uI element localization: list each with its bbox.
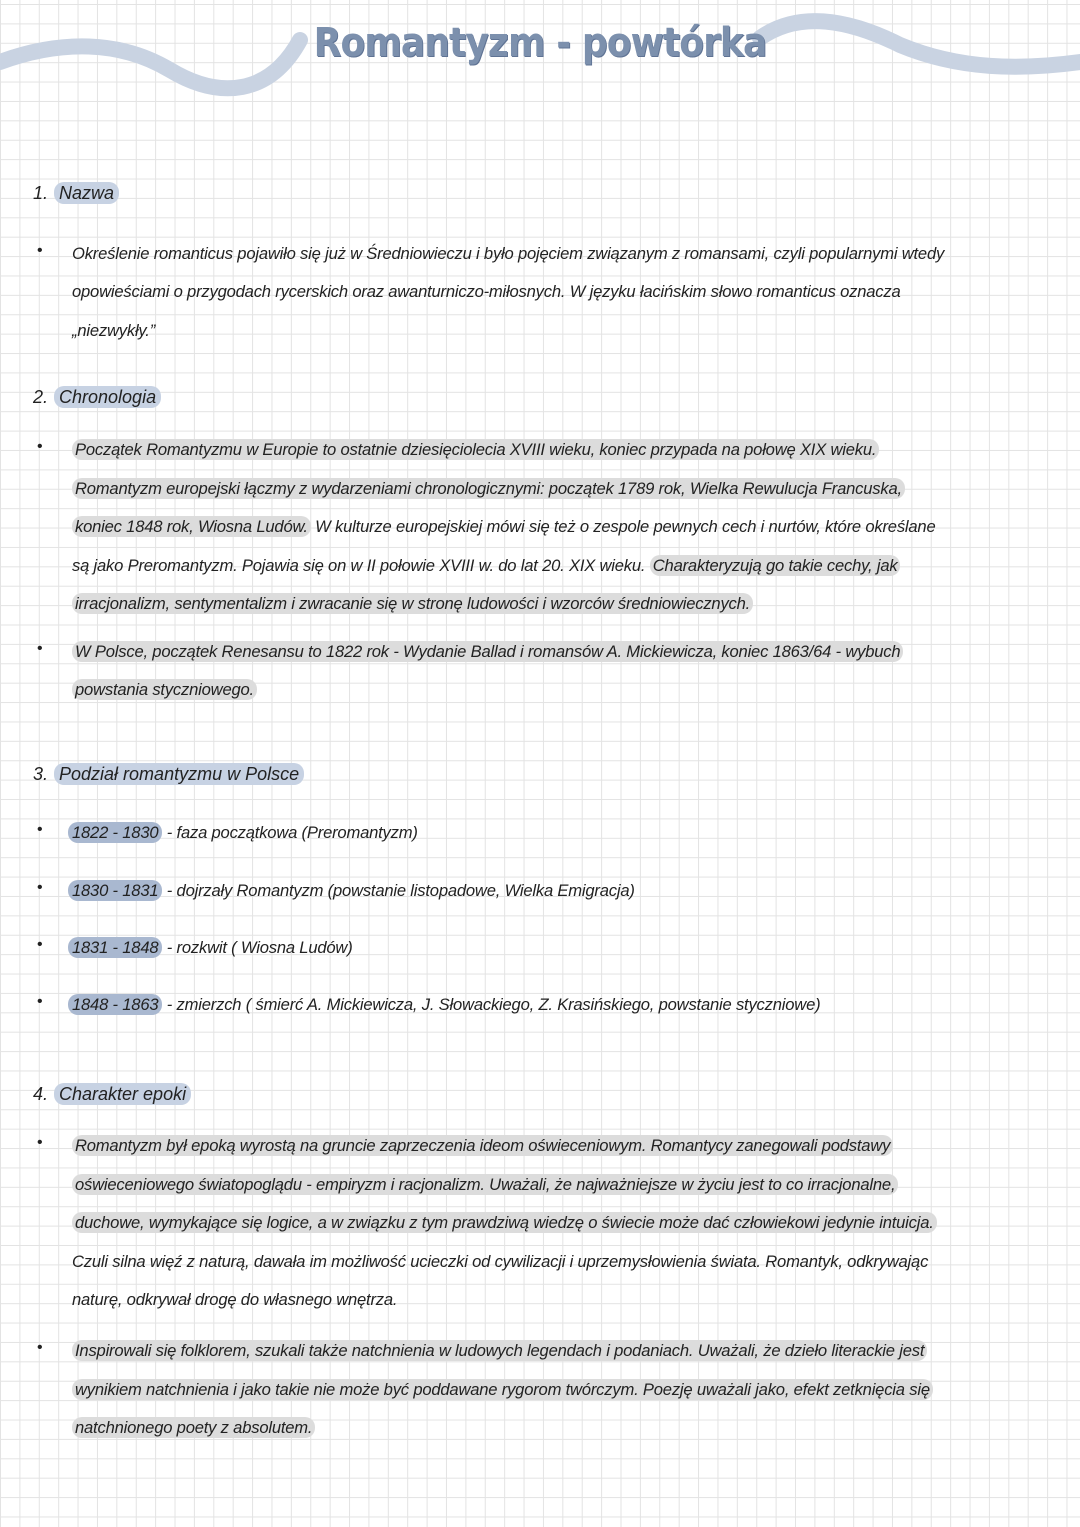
text-segment: oświeceniowego światopoglądu - empiryzm i racjonalizm. Uważali, że najważniejsze w życiu jest to co irracjonalne, bbox=[72, 1174, 898, 1195]
text-segment: Początek Romantyzmu w Europie to ostatnie dziesięciolecia XVIII wieku, koniec przypada na połowę XIX wieku. bbox=[72, 439, 879, 460]
bullet-icon: • bbox=[37, 821, 43, 838]
bullet-icon: • bbox=[37, 1339, 43, 1356]
text-segment: duchowe, wymykające się logice, a w związku z tym prawdziwą wiedzę o świecie może dać człowiekowi jedynie intuicja. bbox=[72, 1212, 937, 1233]
date-range: 1831 - 1848 bbox=[68, 937, 162, 958]
section-number: 3. bbox=[33, 764, 49, 784]
text-line bbox=[72, 1173, 898, 1197]
text-line bbox=[72, 678, 257, 702]
date-range: 1830 - 1831 bbox=[68, 880, 162, 901]
section-title: Charakter epoki bbox=[54, 1083, 191, 1105]
text-line bbox=[72, 1339, 927, 1363]
text-line bbox=[72, 1288, 397, 1312]
text-line bbox=[72, 1134, 893, 1158]
text-segment: - dojrzały Romantyzm (powstanie listopadowe, Wielka Emigracja) bbox=[162, 881, 635, 900]
text-segment: naturę, odkrywał drogę do własnego wnętrza. bbox=[72, 1290, 398, 1309]
bullet-icon: • bbox=[37, 993, 43, 1010]
text-line bbox=[72, 477, 905, 501]
text-segment: - rozkwit ( Wiosna Ludów) bbox=[162, 938, 353, 957]
section-title: Podział romantyzmu w Polsce bbox=[54, 763, 304, 785]
text-segment: Czuli silna więź z naturą, dawała im możliwość ucieczki od cywilizacji i uprzemysłowienia świata. Romantyk, odkrywając bbox=[72, 1252, 929, 1271]
text-segment: „niezwykły.” bbox=[72, 321, 156, 340]
bullet-icon: • bbox=[37, 640, 43, 657]
text-line bbox=[72, 438, 879, 462]
text-line bbox=[72, 319, 155, 343]
text-segment: natchnionego poety z absolutem. bbox=[72, 1417, 315, 1438]
text-segment: W kulturze europejskiej mówi się też o zespole pewnych cech i nurtów, które określane bbox=[310, 517, 936, 536]
text-line bbox=[72, 640, 903, 664]
text-segment: - faza początkowa (Preromantyzm) bbox=[162, 823, 418, 842]
text-line bbox=[68, 879, 635, 903]
section-number: 4. bbox=[33, 1084, 49, 1104]
section-heading bbox=[33, 183, 119, 204]
date-range: 1848 - 1863 bbox=[68, 994, 162, 1015]
text-segment: - zmierzch ( śmierć A. Mickiewicza, J. Słowackiego, Z. Krasińskiego, powstanie styczniowe) bbox=[162, 995, 821, 1014]
text-segment: Charakteryzują go takie cechy, jak bbox=[650, 555, 901, 576]
text-line bbox=[72, 592, 753, 616]
section-number: 2. bbox=[33, 387, 49, 407]
text-segment: W Polsce, początek Renesansu to 1822 rok - Wydanie Ballad i romansów A. Mickiewicza, koniec 1863/64 - wybuch bbox=[72, 641, 903, 662]
bullet-icon: • bbox=[37, 242, 43, 259]
text-segment: Inspirowali się folklorem, szukali także natchnienia w ludowych legendach i podaniach. Uważali, że dzieło literackie jest bbox=[72, 1340, 927, 1361]
text-line bbox=[72, 1211, 937, 1235]
text-line bbox=[68, 821, 418, 845]
text-segment: irracjonalizm, sentymentalizm i zwracanie się w stronę ludowości i wzorców średniowiecznych. bbox=[72, 593, 753, 614]
date-range: 1822 - 1830 bbox=[68, 822, 162, 843]
section-heading bbox=[33, 1084, 191, 1105]
text-line bbox=[72, 1416, 315, 1440]
text-segment: Romantyzm europejski łączmy z wydarzeniami chronologicznymi: początek 1789 rok, Wielka Rewulucja Francuska, bbox=[72, 478, 905, 499]
text-line bbox=[72, 280, 900, 304]
text-segment: opowieściami o przygodach rycerskich oraz awanturniczo-miłosnych. W języku łacińskim słowo romanticus oznacza bbox=[72, 282, 901, 301]
text-segment: koniec 1848 rok, Wiosna Ludów. bbox=[72, 516, 311, 537]
text-segment: powstania styczniowego. bbox=[72, 679, 257, 700]
section-heading bbox=[33, 387, 161, 408]
bullet-icon: • bbox=[37, 936, 43, 953]
section-heading bbox=[33, 764, 304, 785]
text-segment: są jako Preromantyzm. Pojawia się on w II połowie XVIII w. do lat 20. XIX wieku. bbox=[72, 556, 650, 575]
text-line bbox=[72, 1250, 928, 1274]
bullet-icon: • bbox=[37, 879, 43, 896]
section-title: Chronologia bbox=[54, 386, 161, 408]
section-title: Nazwa bbox=[54, 182, 119, 204]
section-number: 1. bbox=[33, 183, 49, 203]
text-line bbox=[68, 936, 353, 960]
bullet-icon: • bbox=[37, 1134, 43, 1151]
text-line bbox=[72, 1378, 933, 1402]
text-line bbox=[68, 993, 820, 1017]
text-line bbox=[72, 242, 944, 266]
bullet-icon: • bbox=[37, 438, 43, 455]
text-line bbox=[72, 515, 936, 539]
text-segment: Określenie romanticus pojawiło się już w Średniowieczu i było pojęciem związanym z romansami, czyli popularnymi wtedy bbox=[72, 244, 945, 263]
text-segment: Romantyzm był epoką wyrostą na gruncie zaprzeczenia ideom oświeceniowym. Romantycy zanegowali podstawy bbox=[72, 1135, 893, 1156]
text-line bbox=[72, 554, 900, 578]
page-title: Romantyzm - powtórka bbox=[313, 20, 767, 66]
text-segment: wynikiem natchnienia i jako takie nie może być poddawane rygorom twórczym. Poezję uważali jako, efekt zetknięcia się bbox=[72, 1379, 933, 1400]
